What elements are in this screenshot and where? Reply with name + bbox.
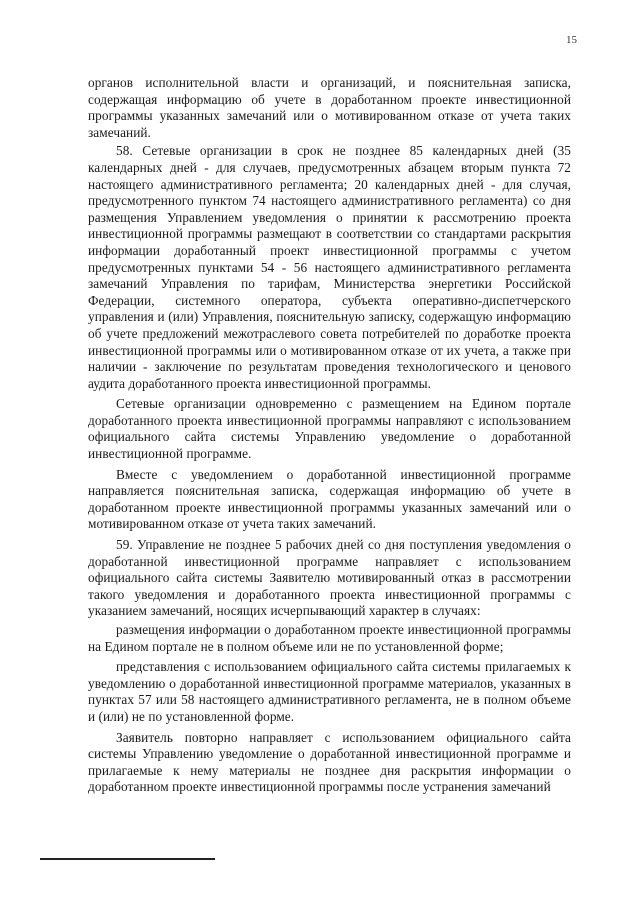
paragraph-simultaneous-notice: Сетевые организации одновременно с размещением на Едином портале доработанного проекта инвестиционной программы направляют с использованием официального сайта системы Управлению уведомление о доработанной инвестиционной программе. <box>88 396 571 462</box>
paragraph-case-incomplete-materials: представления с использованием официального сайта системы прилагаемых к уведомлению о доработанной инвестиционной программе материалов, указанных в пунктах 57 или 58 настоящего административного регламента, не в полном объеме и (или) не по установленной форме. <box>88 659 571 724</box>
paragraph-item-58: 58. Сетевые организации в срок не позднее 85 календарных дней (35 календарных дней - для случаев, предусмотренных абзацем вторым пункта 72 настоящего административного регламента; 20 календарных дней - для случая, предусмотренного пунктом 74 настоящего административного регламента) со дня размещения Управлением уведомления о принятии к рассмотрению проекта инвестиционной программы размещают в соответствии со стандартами раскрытия информации доработанный проект инвестиционной программы с учетом предусмотренных пунктами 54 - 56 настоящего административного регламента замечаний Управления по тарифам, Министерства энергетики Российской Федерации, системного оператора, субъекта оперативно-диспетчерского управления и (или) Управления, пояснительную записку, содержащую информацию об учете предложений межотраслевого совета потребителей по доработке проекта инвестиционной программы или о мотивированном отказе от их учета, а также при наличии - заключение по результатам проведения технологического и ценового аудита доработанного проекта инвестиционной программы. <box>88 143 571 391</box>
paragraph-explanatory-note: Вместе с уведомлением о доработанной инвестиционной программе направляется пояснительная записка, содержащая информацию об учете в доработанном проекте инвестиционной программы указанных замечаний или о мотивированном отказе от учета таких замечаний. <box>88 466 571 532</box>
paragraph-case-incomplete-info: размещения информации о доработанном проекте инвестиционной программы на Едином портале не в полном объеме или не по установленной форме; <box>88 622 571 654</box>
paragraph-item-59: 59. Управление не позднее 5 рабочих дней со дня поступления уведомления о доработанной инвестиционной программе направляет с использованием официального сайта системы Заявителю мотивированный отказ в рассмотрении такого уведомления и доработанного проекта инвестиционной программы с указанием замечаний, носящих исчерпывающий характер в случаях: <box>88 537 571 619</box>
document-body <box>88 75 571 796</box>
page-number: 15 <box>566 34 577 46</box>
paragraph-resubmission: Заявитель повторно направляет с использованием официального сайта системы Управлению уведомление о доработанной инвестиционной программе и прилагаемые к нему материалы не позднее дня раскрытия информации о доработанном проекте инвестиционной программы после устранения замечаний <box>88 729 571 795</box>
bottom-divider <box>40 858 215 860</box>
paragraph-continuation: органов исполнительной власти и организаций, и пояснительная записка, содержащая информацию об учете в доработанном проекте инвестиционной программы указанных замечаний или о мотивированном отказе от учета таких замечаний. <box>88 75 571 140</box>
